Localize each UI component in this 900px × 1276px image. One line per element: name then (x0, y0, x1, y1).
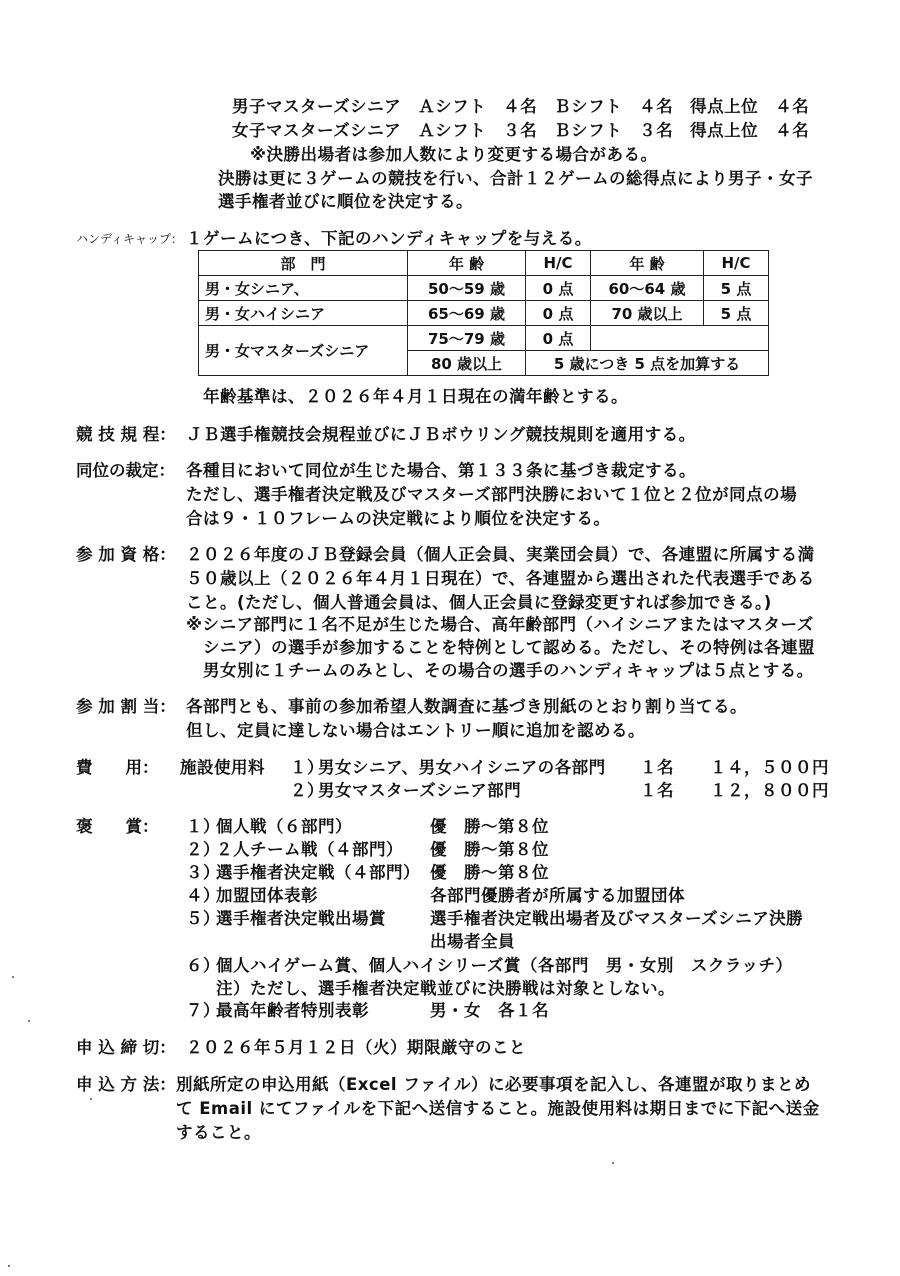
eligibility-line-4: ※シニア部門に１名不足が生じた場合、高年齢部門（ハイシニアまたはマスターズ (186, 615, 814, 634)
award-name: 個人ハイゲーム賞、個人ハイシリーズ賞（各部門 男・女別 スクラッチ） (216, 956, 793, 975)
header-age-2: 年 齢 (591, 251, 704, 276)
final-line-2: 選手権者並びに順位を決定する。 (218, 192, 473, 211)
fee-item-qty: １名 (640, 758, 674, 777)
header-hc-1: H/C (526, 251, 591, 276)
fee-item-amount: １４，５００円 (710, 758, 829, 777)
awards-label: 褒 賞： (76, 817, 159, 836)
header-age-1: 年 齢 (408, 251, 526, 276)
allocation-label: 参 加 割 当： (76, 697, 176, 716)
rules-line: ＪＢ選手権競技会規程並びにＪＢボウリング競技規則を適用する。 (186, 425, 696, 444)
row-age-2: 70 歳以上 (591, 301, 704, 326)
deadline-label: 申 込 締 切： (76, 1038, 176, 1057)
tie-line-1: 各種目において同位が生じた場合、第１３３条に基づき裁定する。 (186, 461, 696, 480)
method-label: 申 込 方 法： (76, 1075, 176, 1094)
scan-speck (12, 976, 14, 978)
masters-dept: 男・女マスターズシニア (199, 326, 408, 376)
tie-label: 同位の裁定： (76, 461, 175, 480)
award-no: ４） (186, 886, 220, 905)
eligibility-label: 参 加 資 格： (76, 545, 176, 564)
fee-item-qty: １名 (640, 781, 674, 800)
fee-item-text: 男女シニア、男女ハイシニアの各部門 (318, 758, 606, 777)
award-detail: 優 勝～第８位 (430, 840, 549, 859)
fee-item-no: １） (290, 758, 324, 777)
award-detail: 優 勝～第８位 (430, 817, 549, 836)
award-name: ２人チーム戦（４部門） (216, 840, 403, 859)
award-name: 最高年齢者特別表彰 (216, 1001, 369, 1020)
eligibility-line-2: ５０歳以上（２０２６年４月１日現在）で、各連盟から選出された代表選手である (186, 569, 815, 588)
handicap-row (199, 276, 769, 301)
scan-speck (612, 1162, 614, 1164)
tie-line-3: 合は９・１０フレームの決定戦により順位を決定する。 (186, 509, 611, 528)
row-hc-2: 5 点 (704, 301, 769, 326)
row-age-1: 65～69 歳 (408, 301, 526, 326)
masters-hc-a: 0 点 (526, 326, 591, 351)
fee-item-text: 男女マスターズシニア部門 (318, 781, 522, 800)
row-age-1: 50～59 歳 (408, 276, 526, 301)
award-no: １） (186, 817, 220, 836)
masters-age-b: 80 歳以上 (408, 351, 526, 376)
masters-empty-cell (591, 326, 769, 351)
handicap-table (198, 250, 769, 376)
eligibility-line-1: ２０２６年度のＪＢ登録会員（個人正会員、実業団会員）で、各連盟に所属する満 (186, 545, 815, 564)
row-hc-2: 5 点 (704, 276, 769, 301)
rules-label: 競 技 規 程： (76, 425, 176, 444)
award-name: 加盟団体表彰 (216, 886, 318, 905)
award-note: 注）ただし、選手権者決定戦並びに決勝戦は対象としない。 (216, 979, 675, 998)
award-name: 個人戦（６部門） (216, 817, 352, 836)
masters-note: ※決勝出場者は参加人数により変更する場合がある。 (250, 145, 658, 164)
deadline-line: ２０２６年５月１２日（火）期限厳守のこと (186, 1038, 526, 1057)
masters-age-a: 75～79 歳 (408, 326, 526, 351)
award-no: ３） (186, 863, 220, 882)
award-no: ７） (186, 1001, 220, 1020)
header-dept: 部 門 (199, 251, 408, 276)
handicap-intro: １ゲームにつき、下記のハンディキャップを与える。 (186, 229, 592, 248)
tie-line-2: ただし、選手権者決定戦及びマスターズ部門決勝において１位と２位が同点の場 (186, 485, 798, 504)
fees-label: 費 用： (76, 758, 159, 777)
award-detail: 男・女 各１名 (430, 1001, 549, 1020)
award-detail: 選手権者決定戦出場者及びマスターズシニア決勝 (430, 909, 804, 928)
method-line-3: すること。 (176, 1123, 261, 1142)
eligibility-line-6: 男女別に１チームのみとし、その場合の選手のハンディキャップは５点とする。 (203, 661, 814, 680)
award-name: 選手権者決定戦出場賞 (216, 909, 386, 928)
fees-lead: 施設使用料 (180, 758, 265, 777)
age-basis-note: 年齢基準は、２０２６年４月１日現在の満年齢とする。 (203, 387, 628, 406)
award-no: ６） (186, 956, 220, 975)
handicap-row-masters-a (199, 326, 769, 351)
award-detail-cont: 出場者全員 (430, 932, 515, 951)
scan-speck (90, 1098, 92, 1100)
award-no: ２） (186, 840, 220, 859)
handicap-label: ハンディキャップ： (76, 232, 184, 246)
masters-women-line: 女子マスターズシニア Ａシフト ３名 Ｂシフト ３名 得点上位 ４名 (232, 121, 810, 140)
row-hc-1: 0 点 (526, 276, 591, 301)
method-line-2: て Email にてファイルを下記へ送信すること。施設使用料は期日までに下記へ送金 (176, 1099, 820, 1118)
award-detail: 各部門優勝者が所属する加盟団体 (430, 886, 685, 905)
eligibility-line-5: シニア）の選手が参加することを特例として認める。ただし、その特例は各連盟 (203, 638, 815, 657)
allocation-line-2: 但し、定員に達しない場合はエントリー順に追加を認める。 (186, 721, 645, 740)
row-age-2: 60～64 歳 (591, 276, 704, 301)
row-dept: 男・女ハイシニア (199, 301, 408, 326)
handicap-row (199, 301, 769, 326)
row-hc-1: 0 点 (526, 301, 591, 326)
eligibility-line-3: こと。(ただし、個人普通会員は、個人正会員に登録変更すれば参加できる。) (186, 593, 772, 612)
final-line-1: 決勝は更に３ゲームの競技を行い、合計１２ゲームの総得点により男子・女子 (218, 169, 813, 188)
row-dept: 男・女シニア、 (199, 276, 408, 301)
fee-item-no: ２） (290, 781, 324, 800)
masters-men-line: 男子マスターズシニア Ａシフト ４名 Ｂシフト ４名 得点上位 ４名 (232, 97, 810, 116)
method-line-1: 別紙所定の申込用紙（Excel ファイル）に必要事項を記入し、各連盟が取りまとめ (176, 1075, 811, 1094)
allocation-line-1: 各部門とも、事前の参加希望人数調査に基づき別紙のとおり割り当てる。 (186, 697, 747, 716)
award-no: ５） (186, 909, 220, 928)
award-detail: 優 勝～第８位 (430, 863, 549, 882)
scan-speck (28, 1020, 30, 1022)
header-hc-2: H/C (704, 251, 769, 276)
fee-item-amount: １２，８００円 (710, 781, 829, 800)
handicap-header-row (199, 251, 769, 276)
award-name: 選手権者決定戦（４部門） (216, 863, 420, 882)
scan-speck (8, 1265, 10, 1267)
masters-hc-b: 5 歳につき 5 点を加算する (526, 351, 769, 376)
